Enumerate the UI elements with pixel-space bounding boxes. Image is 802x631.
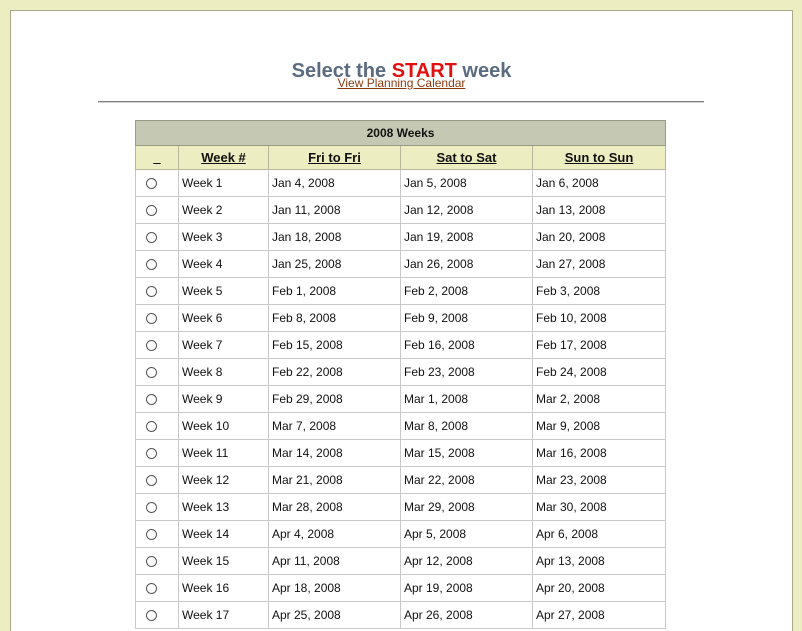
sat-cell: Feb 2, 2008 — [401, 278, 533, 305]
week-radio[interactable] — [146, 367, 157, 378]
fri-cell: Jan 18, 2008 — [269, 224, 401, 251]
sun-cell: Apr 20, 2008 — [533, 575, 666, 602]
week-radio[interactable] — [146, 178, 157, 189]
table-row — [136, 548, 666, 575]
fri-cell: Mar 28, 2008 — [269, 494, 401, 521]
week-radio[interactable] — [146, 421, 157, 432]
sat-cell: Mar 15, 2008 — [401, 440, 533, 467]
sat-cell: Mar 8, 2008 — [401, 413, 533, 440]
fri-cell: Feb 15, 2008 — [269, 332, 401, 359]
fri-cell: Mar 21, 2008 — [269, 467, 401, 494]
select-cell — [136, 521, 179, 548]
week-radio[interactable] — [146, 232, 157, 243]
sun-cell: Jan 13, 2008 — [533, 197, 666, 224]
week-cell: Week 6 — [179, 305, 269, 332]
sat-cell: Feb 23, 2008 — [401, 359, 533, 386]
sort-sun-link[interactable]: Sun to Sun — [564, 150, 634, 165]
sat-cell: Apr 19, 2008 — [401, 575, 533, 602]
table-row — [136, 521, 666, 548]
column-header-sun — [533, 146, 666, 170]
sort-sat-link[interactable]: Sat to Sat — [436, 150, 497, 165]
fri-cell: Feb 1, 2008 — [269, 278, 401, 305]
sort-fri-link[interactable]: Fri to Fri — [308, 150, 361, 165]
week-cell: Week 4 — [179, 251, 269, 278]
fri-cell: Jan 11, 2008 — [269, 197, 401, 224]
table-row — [136, 575, 666, 602]
fri-cell: Apr 4, 2008 — [269, 521, 401, 548]
title-prefix: Select the — [291, 60, 392, 82]
week-cell: Week 12 — [179, 467, 269, 494]
select-cell — [136, 197, 179, 224]
table-row — [136, 197, 666, 224]
sun-cell: Feb 24, 2008 — [533, 359, 666, 386]
title-accent: START — [391, 60, 457, 82]
view-planning-calendar-link[interactable]: View Planning Calendar — [337, 76, 466, 90]
week-cell: Week 11 — [179, 440, 269, 467]
fri-cell: Jan 4, 2008 — [269, 170, 401, 197]
select-cell — [136, 467, 179, 494]
fri-cell: Mar 14, 2008 — [269, 440, 401, 467]
select-cell — [136, 494, 179, 521]
table-row — [136, 278, 666, 305]
week-cell: Week 14 — [179, 521, 269, 548]
title-suffix: week — [456, 60, 512, 82]
select-cell — [136, 278, 179, 305]
week-radio[interactable] — [146, 529, 157, 540]
table-row — [136, 305, 666, 332]
week-radio[interactable] — [146, 340, 157, 351]
sun-cell: Feb 10, 2008 — [533, 305, 666, 332]
select-cell — [136, 575, 179, 602]
sun-cell: Mar 9, 2008 — [533, 413, 666, 440]
week-radio[interactable] — [146, 286, 157, 297]
week-cell: Week 15 — [179, 548, 269, 575]
week-cell: Week 1 — [179, 170, 269, 197]
week-radio[interactable] — [146, 583, 157, 594]
column-header-select — [136, 146, 179, 170]
sun-cell: Mar 30, 2008 — [533, 494, 666, 521]
sort-week-link[interactable]: Week # — [201, 150, 246, 165]
week-cell: Week 9 — [179, 386, 269, 413]
sat-cell: Jan 12, 2008 — [401, 197, 533, 224]
sun-cell: Jan 6, 2008 — [533, 170, 666, 197]
select-cell — [136, 251, 179, 278]
week-cell: Week 16 — [179, 575, 269, 602]
week-cell: Week 7 — [179, 332, 269, 359]
table-title: 2008 Weeks — [136, 121, 666, 146]
weeks-table — [135, 120, 666, 629]
week-radio[interactable] — [146, 502, 157, 513]
sun-cell: Apr 27, 2008 — [533, 602, 666, 629]
fri-cell: Apr 25, 2008 — [269, 602, 401, 629]
sun-cell: Jan 27, 2008 — [533, 251, 666, 278]
week-cell: Week 10 — [179, 413, 269, 440]
sun-cell: Mar 16, 2008 — [533, 440, 666, 467]
sat-cell: Feb 16, 2008 — [401, 332, 533, 359]
table-title-row — [136, 121, 666, 146]
week-radio[interactable] — [146, 556, 157, 567]
week-cell: Week 2 — [179, 197, 269, 224]
sat-cell: Jan 26, 2008 — [401, 251, 533, 278]
sun-cell: Apr 6, 2008 — [533, 521, 666, 548]
week-cell: Week 3 — [179, 224, 269, 251]
week-radio[interactable] — [146, 205, 157, 216]
select-cell — [136, 602, 179, 629]
select-cell — [136, 305, 179, 332]
week-cell: Week 13 — [179, 494, 269, 521]
week-radio[interactable] — [146, 475, 157, 486]
table-row — [136, 386, 666, 413]
select-cell — [136, 548, 179, 575]
select-cell — [136, 170, 179, 197]
sat-cell: Mar 1, 2008 — [401, 386, 533, 413]
calendar-link-wrap — [11, 75, 792, 91]
select-cell — [136, 224, 179, 251]
column-header-week — [179, 146, 269, 170]
select-cell — [136, 440, 179, 467]
sun-cell: Jan 20, 2008 — [533, 224, 666, 251]
content-panel — [10, 10, 793, 631]
sat-cell: Mar 22, 2008 — [401, 467, 533, 494]
fri-cell: Apr 11, 2008 — [269, 548, 401, 575]
table-row — [136, 494, 666, 521]
divider — [98, 101, 704, 103]
sat-cell: Apr 26, 2008 — [401, 602, 533, 629]
fri-cell: Feb 29, 2008 — [269, 386, 401, 413]
sat-cell: Apr 5, 2008 — [401, 521, 533, 548]
week-radio[interactable] — [146, 394, 157, 405]
select-cell — [136, 332, 179, 359]
sat-cell: Jan 19, 2008 — [401, 224, 533, 251]
week-radio[interactable] — [146, 259, 157, 270]
week-radio[interactable] — [146, 448, 157, 459]
fri-cell: Apr 18, 2008 — [269, 575, 401, 602]
fri-cell: Feb 22, 2008 — [269, 359, 401, 386]
sun-cell: Mar 2, 2008 — [533, 386, 666, 413]
sun-cell: Apr 13, 2008 — [533, 548, 666, 575]
column-header-row — [136, 146, 666, 170]
week-cell: Week 5 — [179, 278, 269, 305]
sun-cell: Mar 23, 2008 — [533, 467, 666, 494]
table-row — [136, 440, 666, 467]
column-header-sat — [401, 146, 533, 170]
sat-cell: Mar 29, 2008 — [401, 494, 533, 521]
column-header-fri — [269, 146, 401, 170]
sat-cell: Feb 9, 2008 — [401, 305, 533, 332]
table-row — [136, 602, 666, 629]
week-cell: Week 17 — [179, 602, 269, 629]
week-radio[interactable] — [146, 313, 157, 324]
fri-cell: Jan 25, 2008 — [269, 251, 401, 278]
table-row — [136, 170, 666, 197]
table-row — [136, 251, 666, 278]
week-cell: Week 8 — [179, 359, 269, 386]
sat-cell: Apr 12, 2008 — [401, 548, 533, 575]
select-cell — [136, 359, 179, 386]
table-row — [136, 332, 666, 359]
fri-cell: Feb 8, 2008 — [269, 305, 401, 332]
select-cell — [136, 386, 179, 413]
fri-cell: Mar 7, 2008 — [269, 413, 401, 440]
table-row — [136, 359, 666, 386]
sun-cell: Feb 17, 2008 — [533, 332, 666, 359]
select-cell — [136, 413, 179, 440]
table-row — [136, 467, 666, 494]
sat-cell: Jan 5, 2008 — [401, 170, 533, 197]
sun-cell: Feb 3, 2008 — [533, 278, 666, 305]
table-row — [136, 224, 666, 251]
table-row — [136, 413, 666, 440]
week-radio[interactable] — [146, 610, 157, 621]
sort-select-link[interactable]: _ — [153, 150, 161, 165]
